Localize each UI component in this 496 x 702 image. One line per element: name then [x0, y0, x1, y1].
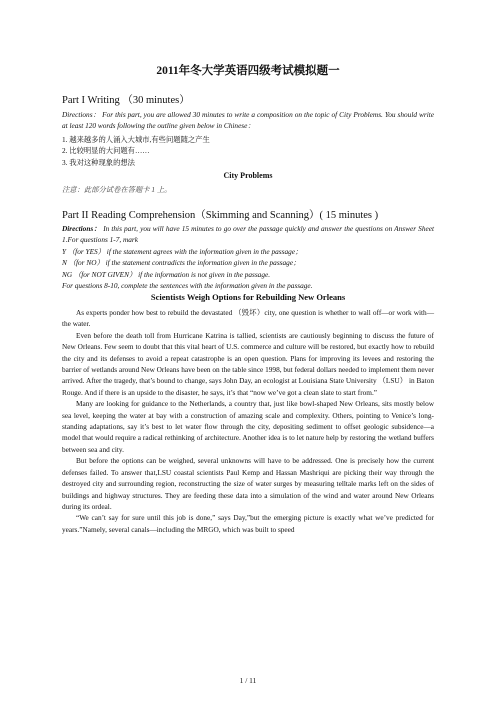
directions-label: Directions： [62, 224, 102, 233]
part1-outline [62, 134, 434, 168]
part2-directions-text: In this part, you will have 15 minutes to go over the passage quickly and answer the questions on Answer Sheet 1.For questions 1-7, mark [62, 224, 434, 245]
mark-yes: Y （for YES） if the statement agrees with the information given in the passage； [62, 246, 303, 256]
part2-heading: Part II Reading Comprehension（Skimming and Scanning）( 15 minutes ) [62, 210, 379, 221]
passage-paragraph-2: Even before the death toll from Hurricane Katrina is tallied, scientists are cautiously beginning to discuss the future of New Orleans. Few seem to doubt that this vital heart of U.S. commerce and culture will be restored, but exactly how to rebuild the city and its defenses to avoid a repeat catastrophe is an open question. Plans for improving its levees and restoring the barrier of wetlands around New Orleans have been on the table since 1998, but federal dollars needed to implement them never arrived. After the tragedy, that’s bound to change, says John Day, an ecologist at Louisiana State University （LSU） in Baton Rouge. And if there is an upside to the disaster, he says, it’s that “now we’ve got a clean slate to start from.” [62, 330, 434, 397]
writing-topic: City Problems [223, 171, 273, 180]
passage-paragraph-4: But before the options can be weighed, several unknowns will have to be addressed. One is precisely how the current defenses failed. To answer that,LSU coastal scientists Paul Kemp and Hassan Mashriqui are picking their way through the destroyed city and surrounding region, reconstructing the size of water surges by measuring telltale marks left on the sides of buildings and highway structures. They are feeding these data into a simulation of the wind and water around New Orleans during its ordeal. [62, 456, 434, 511]
for-questions-note: For questions 8-10, complete the sentences with the information given in the passage. [62, 281, 313, 291]
passage-body [62, 307, 434, 535]
mark-not-given: NG （for NOT GIVEN） if the information is not given in the passage. [62, 269, 271, 279]
outline-item-1: 1. 越来越多的人涌入大城市,有些问题随之产生 [62, 135, 210, 144]
outline-item-3: 3. 我对这种现象的想法 [62, 157, 135, 167]
passage-paragraph-3: Many are looking for guidance to the Netherlands, a country that, just like bowl-shaped New Orleans, sits mostly below sea level, keeping the water at bay with a construction of amazing scale and complexity. Others, pointing to Venice’s long-standing adaptations, say it’s best to let water flow through the city, depositing sediment to offset geologic subsidence—a model that would require a radical rethinking of architecture. Another idea is to let nature help by restoring the wetland buffers between sea and city. [62, 399, 434, 454]
passage-title: Scientists Weigh Options for Rebuilding New Orleans [150, 292, 346, 302]
part2-directions [62, 223, 434, 291]
passage-paragraph-5: “We can’t say for sure until this job is done,” says Day,”but the emerging picture is exactly what we’ve predicted for years.”Namely, several canals—including the MRGO, which was built to speed [62, 513, 434, 534]
page-number: 1 / 11 [239, 676, 257, 685]
outline-item-2: 2. 比较明显的大问题有…… [62, 146, 150, 156]
part1-heading: Part I Writing （30 minutes） [62, 95, 190, 106]
answer-sheet-note: 注意：此部分试卷在答题卡 1 上。 [62, 185, 172, 194]
part1-directions-text: Directions： For this part, you are allowed 30 minutes to write a composition on the topic of City Problems. You should write at least 120 words following the outline given below in Chinese： [62, 110, 434, 131]
document-title: 2011年冬大学英语四级考试模拟题一 [156, 65, 340, 77]
part1-directions [62, 109, 434, 132]
mark-no: N （for NO） if the statement contradicts the information given in the passage； [62, 258, 301, 268]
passage-paragraph-1: As experts ponder how best to rebuild the devastated （毁坏）city, one question is whether to wall off—or work with—the water. [62, 308, 434, 329]
